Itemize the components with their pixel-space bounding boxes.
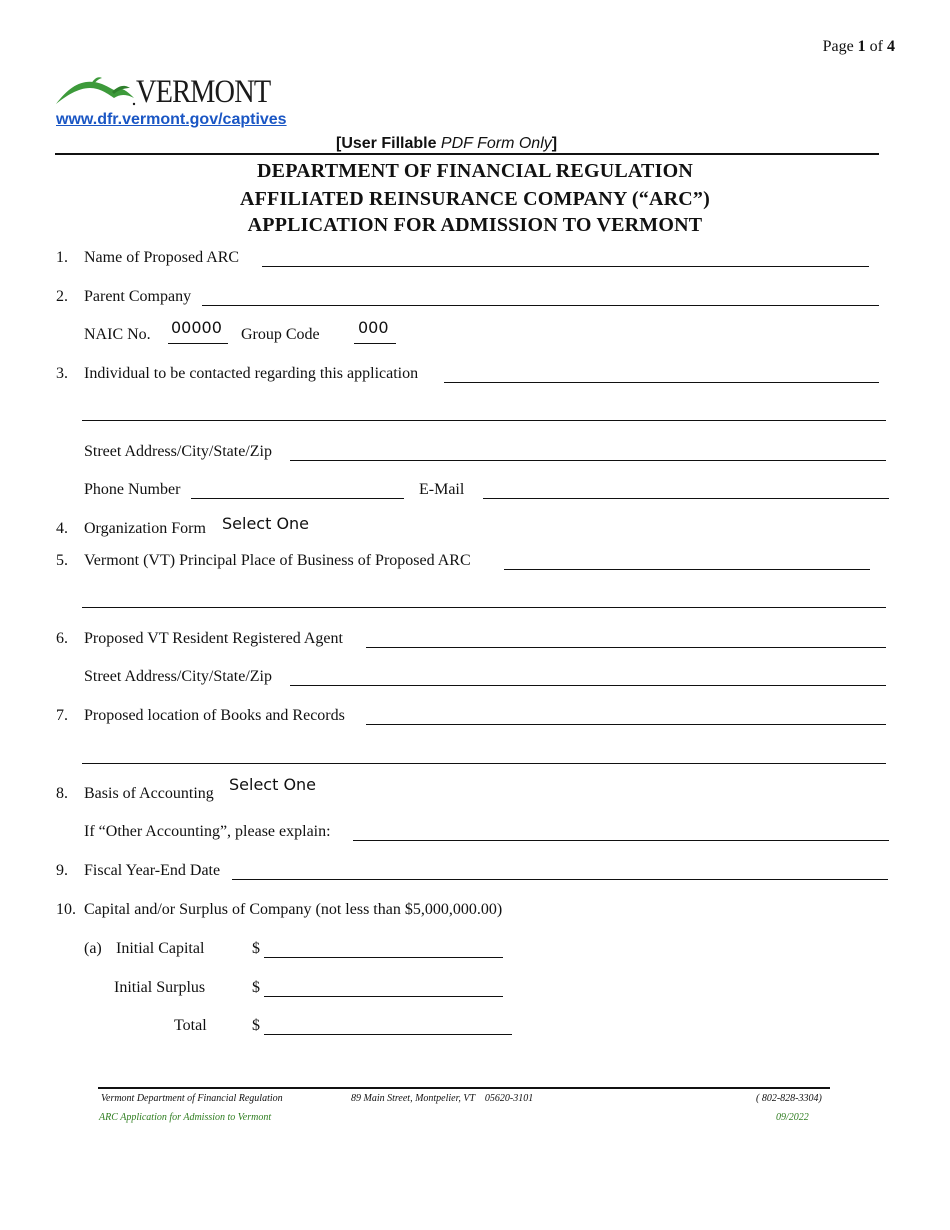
footer-address: 89 Main Street, Montpelier, VT 05620-3101 [351, 1093, 534, 1104]
total-dollar-sign: $ [252, 1017, 260, 1034]
other-accounting-field[interactable] [353, 840, 889, 841]
footer-rule [98, 1087, 830, 1089]
item-9-number: 9. [56, 862, 68, 879]
contact-individual-field-continued[interactable] [82, 420, 886, 421]
principal-place-field[interactable] [504, 569, 870, 570]
email-field[interactable] [483, 498, 889, 499]
agent-address-field[interactable] [290, 685, 886, 686]
phone-field[interactable] [191, 498, 404, 499]
group-code-label: Group Code [241, 326, 320, 343]
initial-surplus-field[interactable] [264, 996, 503, 997]
item-3-number: 3. [56, 365, 68, 382]
banner-italic-text: PDF Form Only [440, 135, 552, 152]
title-application: APPLICATION FOR ADMISSION TO VERMONT [247, 214, 703, 236]
page-of: of [865, 38, 887, 55]
books-records-field-continued[interactable] [82, 763, 886, 764]
footer-date: 09/2022 [776, 1112, 809, 1123]
organization-form-select[interactable]: Select One [222, 514, 310, 533]
books-records-field[interactable] [366, 724, 886, 725]
group-code-value: 000 [358, 318, 389, 337]
basis-of-accounting-select[interactable]: Select One [229, 775, 317, 794]
item-10-number: 10. [56, 901, 76, 918]
contact-address-field[interactable] [290, 460, 886, 461]
mountain-logo-icon [54, 72, 140, 110]
header-rule [55, 153, 879, 155]
proposed-arc-name-field[interactable] [262, 266, 869, 267]
parent-company-field[interactable] [202, 305, 879, 306]
item-4-label: Organization Form [84, 520, 206, 537]
naic-field[interactable] [168, 343, 228, 344]
fiscal-year-end-field[interactable] [232, 879, 888, 880]
item-9-label: Fiscal Year-End Date [84, 862, 221, 879]
contact-individual-field[interactable] [444, 382, 879, 383]
user-fillable-banner [336, 135, 557, 153]
item-2-number: 2. [56, 288, 68, 305]
logo-wordmark: VERMONT [136, 74, 271, 110]
title-arc: AFFILIATED REINSURANCE COMPANY (“ARC”) [239, 188, 710, 210]
item-1-number: 1. [56, 249, 68, 266]
principal-place-field-continued[interactable] [82, 607, 886, 608]
agent-address-label: Street Address/City/State/Zip [84, 668, 272, 685]
item-7-number: 7. [56, 707, 68, 724]
naic-label: NAIC No. [84, 326, 151, 343]
item-4-number: 4. [56, 520, 68, 537]
email-label: E-Mail [419, 481, 465, 498]
capital-sub-letter: (a) [84, 940, 102, 957]
footer-phone: ( 802-828-3304) [756, 1093, 822, 1104]
registered-agent-field[interactable] [366, 647, 886, 648]
contact-address-label: Street Address/City/State/Zip [84, 443, 272, 460]
item-2-label: Parent Company [84, 288, 192, 305]
initial-capital-label: Initial Capital [116, 940, 205, 957]
naic-value: 00000 [171, 318, 222, 337]
item-6-number: 6. [56, 630, 68, 647]
banner-open-bracket: [ [336, 135, 342, 152]
total-label: Total [174, 1017, 207, 1034]
item-5-label: Vermont (VT) Principal Place of Business of Proposed ARC [84, 552, 471, 569]
page-total: 4 [887, 38, 895, 55]
surplus-dollar-sign: $ [252, 979, 260, 996]
item-3-label: Individual to be contacted regarding this application [84, 365, 419, 382]
group-code-field[interactable] [354, 343, 396, 344]
capital-dollar-sign: $ [252, 940, 260, 957]
initial-capital-field[interactable] [264, 957, 503, 958]
title-department: DEPARTMENT OF FINANCIAL REGULATION [257, 160, 693, 182]
item-7-label: Proposed location of Books and Records [84, 707, 345, 724]
item-8-label: Basis of Accounting [84, 785, 214, 802]
page-indicator [823, 38, 895, 56]
captives-website-link[interactable]: www.dfr.vermont.gov/captives [56, 111, 287, 128]
banner-bold-text: User Fillable [341, 135, 441, 152]
footer-doc-name: ARC Application for Admission to Vermont [99, 1112, 272, 1123]
item-6-label: Proposed VT Resident Registered Agent [84, 630, 343, 647]
banner-close-bracket: ] [551, 135, 558, 152]
item-10-label: Capital and/or Surplus of Company (not less than $5,000,000.00) [84, 901, 503, 918]
item-8-number: 8. [56, 785, 68, 802]
item-5-number: 5. [56, 552, 68, 569]
item-1-label: Name of Proposed ARC [84, 249, 240, 266]
footer-org: Vermont Department of Financial Regulation [101, 1093, 283, 1104]
phone-label: Phone Number [84, 481, 181, 498]
total-field[interactable] [264, 1034, 512, 1035]
vermont-logo [54, 72, 294, 112]
page-current: 1 [857, 38, 866, 55]
page-prefix: Page [822, 38, 858, 55]
other-accounting-label: If “Other Accounting”, please explain: [84, 823, 331, 840]
initial-surplus-label: Initial Surplus [114, 979, 206, 996]
